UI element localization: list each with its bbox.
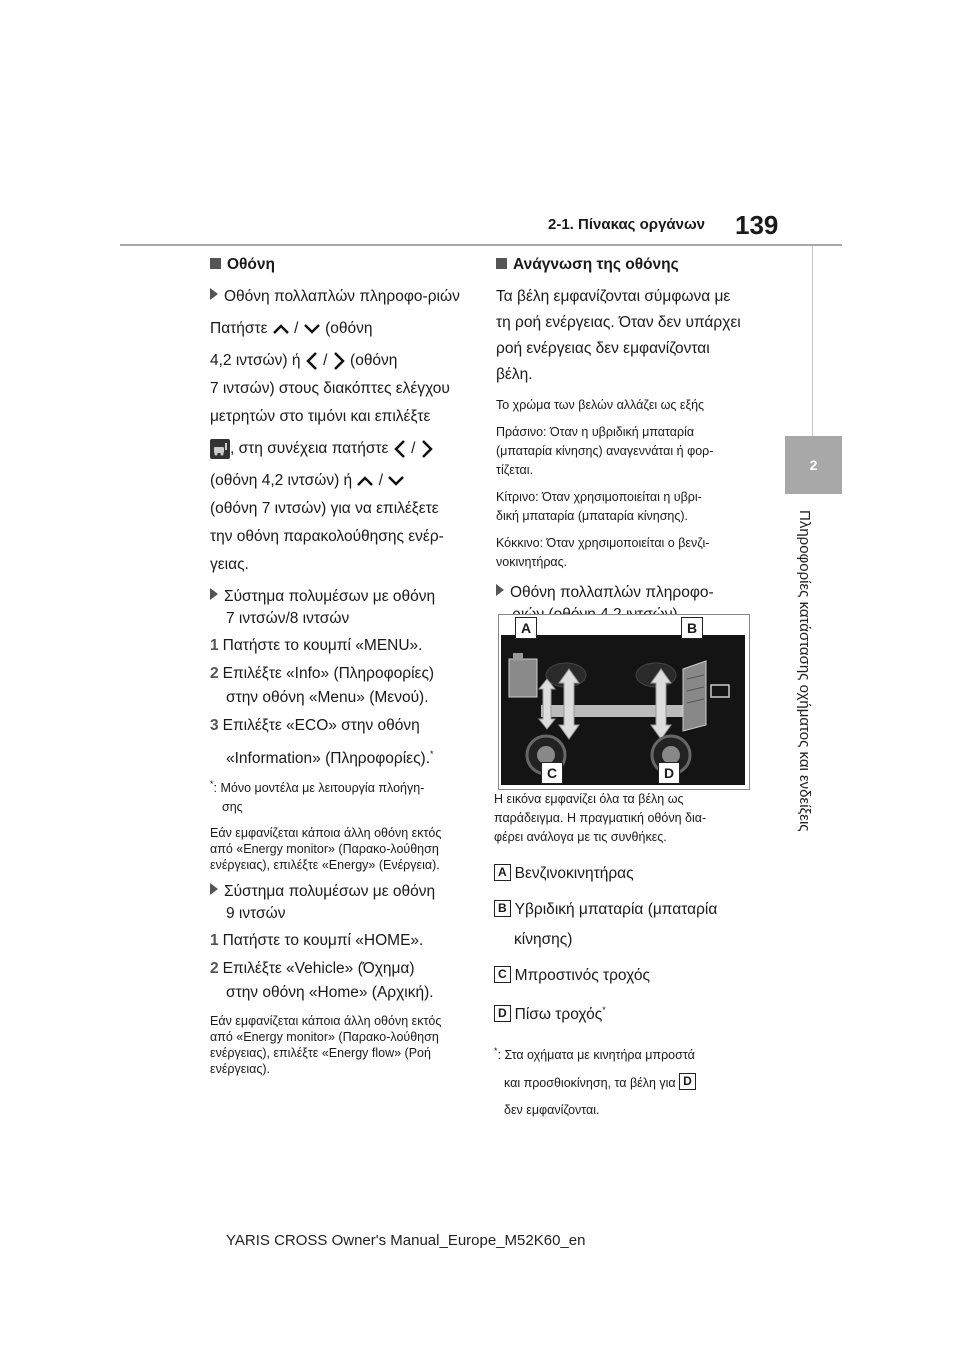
right-column-lower bbox=[494, 790, 754, 1120]
step-number: 1 bbox=[210, 932, 219, 950]
side-divider bbox=[812, 246, 813, 436]
caption: Η εικόνα εμφανίζει όλα τα βέλη ως bbox=[494, 792, 684, 806]
legend-key: C bbox=[494, 966, 511, 983]
step-text: Επιλέξτε «Vehicle» (Όχημα) bbox=[222, 960, 415, 978]
text: Κίτρινο: Όταν χρησιμοποιείται η υβρι- bbox=[496, 490, 702, 504]
text: ροή ενέργειας δεν εμφανίζονται bbox=[496, 340, 710, 357]
footnote-text: και προσθιοκίνηση, τα βέλη για bbox=[504, 1076, 676, 1091]
chevron-left-icon bbox=[393, 439, 407, 459]
text: γειας. bbox=[210, 556, 249, 573]
legend-text: Βενζινοκινητήρας bbox=[514, 865, 634, 882]
step-number: 1 bbox=[210, 637, 219, 654]
legend-text: Υβριδική μπαταρία (μπαταρία bbox=[514, 901, 718, 918]
step-text: «Information» (Πληροφορίες). bbox=[226, 750, 431, 768]
legend-key: B bbox=[494, 900, 511, 917]
text: νοκινητήρας. bbox=[496, 555, 568, 569]
chevron-up-icon bbox=[272, 322, 290, 336]
step-text: Πατήστε το κουμπί «HOME». bbox=[222, 932, 424, 950]
text: (οθόνη 4,2 ιντσών) ή bbox=[210, 472, 353, 489]
caption: φέρει ανάλογα με τις συνθήκες. bbox=[494, 830, 667, 844]
footnote-marker: * bbox=[602, 1005, 606, 1015]
footnote-text: σης bbox=[222, 800, 243, 815]
legend-text: κίνησης) bbox=[514, 931, 573, 948]
callout-c: C bbox=[541, 762, 563, 784]
legend-key: D bbox=[494, 1005, 511, 1022]
text: / bbox=[294, 320, 299, 337]
footnote-text: δεν εμφανίζονται. bbox=[504, 1103, 600, 1118]
note-text: Εάν εμφανίζεται κάποια άλλη οθόνη εκτός από «Energy monitor» (Παρακο-λούθηση ενέργειας), επιλέξτε «Energy flow» (Ροή ενέργειας). bbox=[210, 1014, 442, 1077]
header-divider bbox=[120, 244, 842, 246]
footer-text: YARIS CROSS Owner's Manual_Europe_M52K60_en bbox=[226, 1232, 586, 1249]
energy-flow-diagram bbox=[498, 614, 750, 790]
triangle-bullet-icon bbox=[210, 288, 218, 300]
callout-a: A bbox=[515, 617, 537, 639]
step-text: Πατήστε το κουμπί «MENU». bbox=[222, 637, 423, 654]
text: (οθόνη bbox=[325, 320, 373, 337]
footnote-text: : Μόνο μοντέλα με λειτουργία πλοήγη- bbox=[213, 781, 425, 796]
footnote-marker: * bbox=[430, 749, 434, 759]
chevron-right-icon bbox=[420, 439, 434, 459]
text: τίζεται. bbox=[496, 463, 534, 477]
chevron-up-icon bbox=[356, 474, 374, 488]
text: (οθόνη bbox=[350, 352, 398, 369]
legend-text: Πίσω τροχός bbox=[514, 1006, 603, 1024]
text: 9 ιντσών bbox=[226, 905, 286, 923]
chevron-right-icon bbox=[332, 351, 346, 371]
heading-display: Οθόνη bbox=[227, 256, 275, 273]
footnote-marker: * bbox=[210, 779, 214, 790]
square-bullet-icon bbox=[210, 258, 221, 269]
step-number: 2 bbox=[210, 665, 219, 682]
triangle-bullet-icon bbox=[210, 588, 218, 600]
chevron-left-icon bbox=[305, 351, 319, 371]
text: 7 ιντσών/8 ιντσών bbox=[226, 610, 350, 627]
text: 4,2 ιντσών) ή bbox=[210, 352, 301, 369]
text: βέλη. bbox=[496, 366, 533, 383]
caption: παράδειγμα. Η πραγματική οθόνη δια- bbox=[494, 811, 707, 825]
left-column bbox=[210, 252, 460, 1077]
step-text: Επιλέξτε «Info» (Πληροφορίες) bbox=[222, 665, 435, 682]
step-number: 2 bbox=[210, 960, 219, 978]
callout-b: B bbox=[681, 617, 703, 639]
text: Κόκκινο: Όταν χρησιμοποιείται ο βενζι- bbox=[496, 536, 710, 550]
right-column bbox=[496, 252, 752, 626]
chapter-title: Πληροφορίες κατάστασης οχήματος και ενδείξεις bbox=[796, 510, 813, 832]
chevron-down-icon bbox=[387, 474, 405, 488]
legend-key: A bbox=[494, 864, 511, 881]
callout-d: D bbox=[658, 762, 680, 784]
triangle-bullet-icon bbox=[496, 584, 504, 596]
text: Πατήστε bbox=[210, 320, 268, 337]
legend-key: D bbox=[679, 1073, 696, 1090]
heading-reading: Ανάγνωση της οθόνης bbox=[513, 256, 679, 273]
energy-flow-illustration bbox=[501, 635, 745, 785]
subheading-multi-info: Οθόνη πολλαπλών πληροφο-ριών bbox=[224, 288, 460, 305]
diagram-screen bbox=[501, 635, 745, 785]
text: / bbox=[323, 352, 328, 369]
footnote-marker: * bbox=[494, 1046, 498, 1057]
text: / bbox=[378, 472, 384, 489]
text: δική μπαταρία (μπαταρία κίνησης). bbox=[496, 509, 689, 523]
text: / bbox=[411, 440, 416, 457]
subheading-multi-info-4-2: Οθόνη πολλαπλών πληροφο- bbox=[510, 584, 714, 601]
legend-text: Μπροστινός τροχός bbox=[514, 967, 650, 984]
note-text: Εάν εμφανίζεται κάποια άλλη οθόνη εκτός από «Energy monitor» (Παρακο-λούθηση ενέργειας), επιλέξτε «Energy» (Ενέργεια). bbox=[210, 826, 442, 873]
page-number: 139 bbox=[735, 210, 779, 240]
subheading-multimedia-7-8: Σύστημα πολυμέσων με οθόνη bbox=[224, 588, 436, 605]
text: (μπαταρία κίνησης) αναγεννάται ή φορ- bbox=[496, 444, 714, 458]
section-title: 2-1. Πίνακας οργάνων bbox=[548, 216, 705, 233]
footnote-text: : Στα οχήματα με κινητήρα μπροστά bbox=[497, 1048, 695, 1063]
step-text: στην οθόνη «Home» (Αρχική). bbox=[226, 984, 434, 1002]
square-bullet-icon bbox=[496, 258, 507, 269]
text: , στη συνέχεια πατήστε bbox=[230, 440, 389, 457]
step-text: Επιλέξτε «ECO» στην οθόνη bbox=[222, 717, 420, 734]
text: Τα βέλη εμφανίζονται σύμφωνα με bbox=[496, 288, 731, 305]
chevron-down-icon bbox=[303, 322, 321, 336]
text: (οθόνη 7 ιντσών) για να επιλέξετε bbox=[210, 500, 439, 517]
text: την οθόνη παρακολούθησης ενέρ- bbox=[210, 528, 444, 545]
text: 7 ιντσών) στους διακόπτες ελέγχου bbox=[210, 380, 450, 397]
text: μετρητών στο τιμόνι και επιλέξτε bbox=[210, 408, 431, 425]
chapter-tab: 2 bbox=[785, 436, 842, 494]
vehicle-settings-icon bbox=[210, 439, 230, 459]
step-text: στην οθόνη «Menu» (Μενού). bbox=[226, 689, 429, 706]
triangle-bullet-icon bbox=[210, 883, 218, 895]
text: Το χρώμα των βελών αλλάζει ως εξής bbox=[496, 398, 705, 412]
step-number: 3 bbox=[210, 717, 219, 734]
subheading-multimedia-9: Σύστημα πολυμέσων με οθόνη bbox=[224, 883, 436, 901]
text: τη ροή ενέργειας. Όταν δεν υπάρχει bbox=[496, 314, 741, 331]
text: Πράσινο: Όταν η υβριδική μπαταρία bbox=[496, 425, 695, 439]
